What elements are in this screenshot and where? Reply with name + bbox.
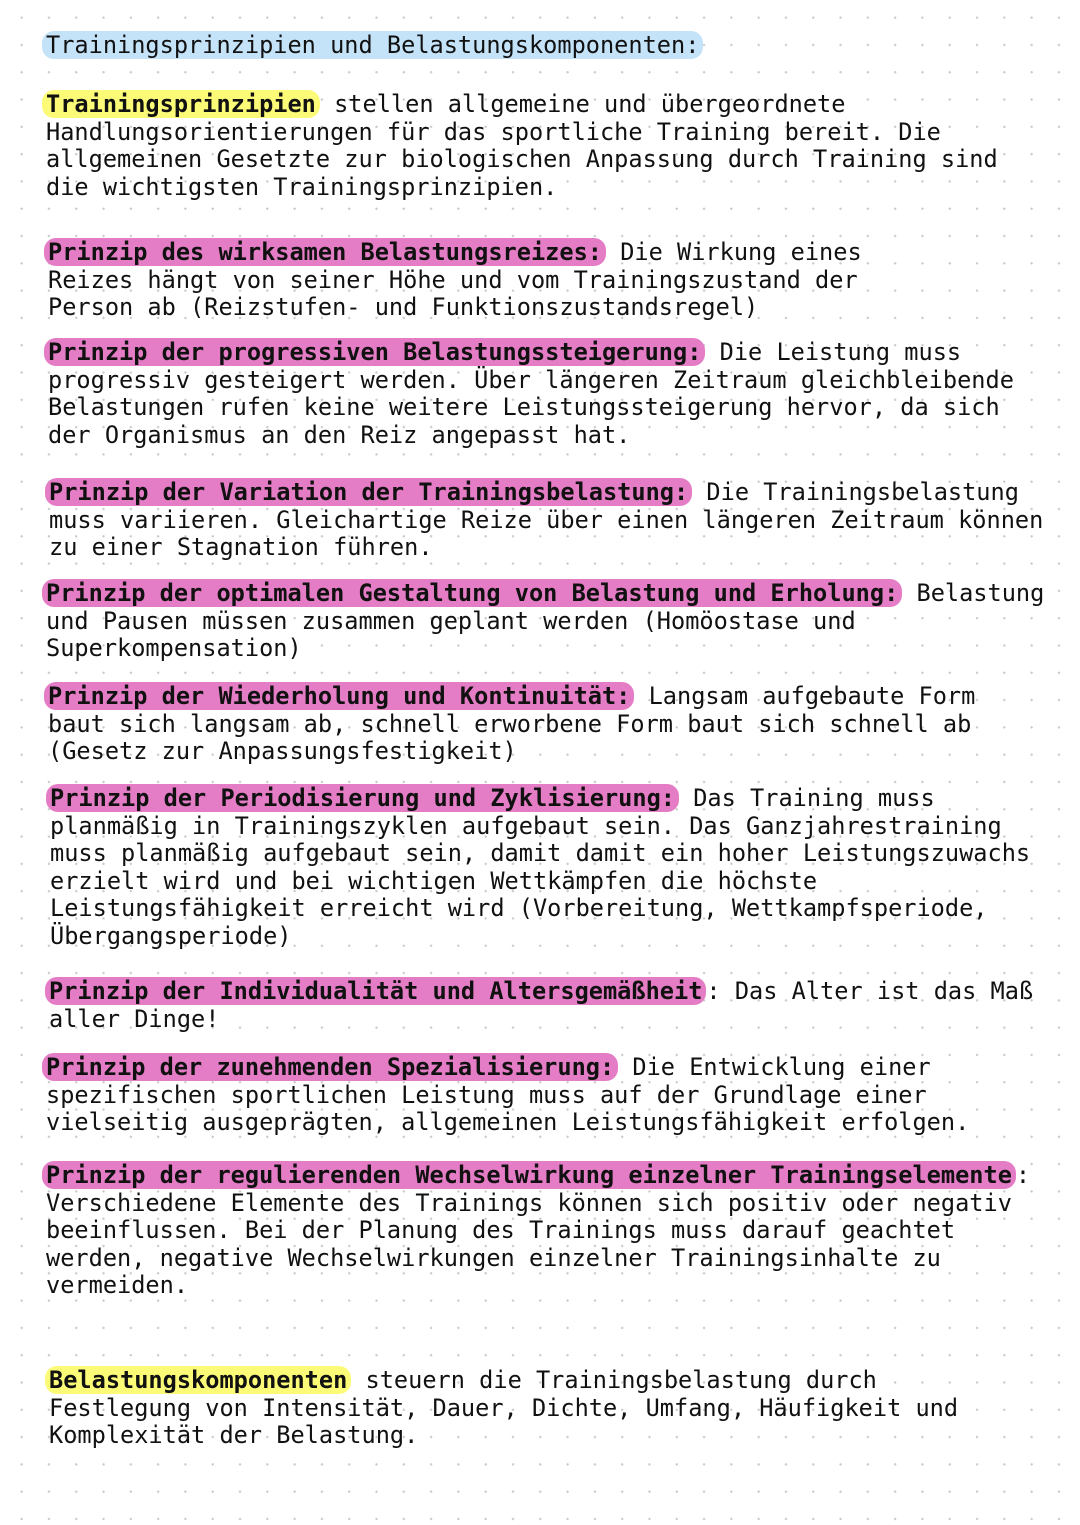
principle-section bbox=[48, 339, 1014, 449]
outro-paragraph bbox=[49, 1367, 958, 1450]
principle-line: aller Dinge! bbox=[49, 1004, 220, 1033]
principle-line: Verschiedene Elemente des Trainings können sich positiv oder negativ bbox=[46, 1188, 1012, 1217]
principle-line: Übergangsperiode) bbox=[50, 921, 292, 950]
principle-section bbox=[50, 785, 1030, 950]
principle-text: Die Wirkung eines bbox=[605, 238, 862, 266]
principle-text: Das Training muss bbox=[679, 784, 935, 812]
intro-paragraph bbox=[46, 91, 998, 201]
principle-heading: Prinzip des wirksamen Belastungsreizes: bbox=[44, 238, 606, 266]
principle-section bbox=[48, 683, 975, 766]
principle-line: vielseitig ausgeprägten, allgemeinen Leistungsfähigkeit erfolgen. bbox=[46, 1108, 970, 1136]
principle-line: beeinflussen. Bei der Planung des Trainings muss darauf geachtet bbox=[46, 1216, 956, 1244]
principle-section bbox=[48, 239, 862, 322]
outro-term: Belastungskomponenten bbox=[45, 1366, 351, 1394]
principle-heading: Prinzip der progressiven Belastungssteigerung: bbox=[44, 338, 705, 366]
principle-section bbox=[46, 1054, 969, 1137]
principle-line: Superkompensation) bbox=[46, 634, 302, 662]
principle-heading: Prinzip der Wiederholung und Kontinuität: bbox=[44, 682, 634, 710]
principle-line: werden, negative Wechselwirkungen einzelner Trainingsinhalte zu bbox=[46, 1243, 941, 1272]
principle-text: Die Leistung muss bbox=[705, 338, 962, 366]
intro-line: Handlungsorientierungen für das sportliche Training bereit. Die bbox=[46, 117, 941, 146]
principle-section bbox=[49, 479, 1043, 562]
principle-text: : Das Alter ist das Maß bbox=[706, 977, 1034, 1005]
principle-text: Belastung bbox=[902, 579, 1045, 607]
principle-text: Die Trainingsbelastung bbox=[692, 478, 1019, 506]
principle-text: Langsam aufgebaute Form bbox=[634, 682, 976, 710]
principle-heading: Prinzip der regulierenden Wechselwirkung einzelner Trainingselemente bbox=[42, 1161, 1016, 1189]
principle-heading: Prinzip der optimalen Gestaltung von Belastung und Erholung: bbox=[42, 579, 902, 607]
outro-line: Festlegung von Intensität, Dauer, Dichte, Umfang, Häufigkeit und bbox=[49, 1393, 959, 1422]
principle-line: spezifischen sportlichen Leistung muss auf der Grundlage einer bbox=[46, 1080, 927, 1109]
principle-line: muss planmäßig aufgebaut sein, damit damit ein hoher Leistungszuwachs bbox=[50, 839, 1031, 867]
principle-line: der Organismus an den Reiz angepasst hat. bbox=[48, 420, 631, 449]
principle-line: Belastungen rufen keine weitere Leistungssteigerung hervor, da sich bbox=[48, 393, 1000, 421]
page-title-block bbox=[46, 32, 703, 60]
intro-term: Trainingsprinzipien bbox=[42, 90, 320, 118]
page-title: Trainingsprinzipien und Belastungskomponenten: bbox=[42, 31, 703, 59]
principle-line: planmäßig in Trainingszyklen aufgebaut sein. Das Ganzjahrestraining bbox=[50, 811, 1002, 840]
outro-text: steuern die Trainingsbelastung durch bbox=[351, 1366, 877, 1394]
intro-line: allgemeinen Gesetzte zur biologischen Anpassung durch Training sind bbox=[46, 145, 998, 173]
principle-line: erzielt wird und bei wichtigen Wettkämpfen die höchste bbox=[50, 866, 818, 895]
principle-text: Die Entwicklung einer bbox=[618, 1053, 931, 1081]
principle-heading: Prinzip der Periodisierung und Zyklisierung: bbox=[46, 784, 679, 812]
principle-heading: Prinzip der Variation der Trainingsbelastung: bbox=[45, 478, 692, 506]
principle-line: Leistungsfähigkeit erreicht wird (Vorbereitung, Wettkampfsperiode, bbox=[50, 894, 988, 922]
principle-line: progressiv gesteigert werden. Über längeren Zeitraum gleichbleibende bbox=[48, 365, 1014, 394]
principle-line: und Pausen müssen zusammen geplant werden (Homöostase und bbox=[46, 606, 856, 635]
principle-section bbox=[46, 1162, 1030, 1300]
principle-line: vermeiden. bbox=[46, 1271, 189, 1299]
principle-line: Reizes hängt von seiner Höhe und vom Trainingszustand der bbox=[48, 265, 858, 294]
intro-line: die wichtigsten Trainingsprinzipien. bbox=[46, 172, 558, 201]
principle-line: zu einer Stagnation führen. bbox=[49, 533, 433, 561]
principle-line: (Gesetz zur Anpassungsfestigkeit) bbox=[48, 737, 517, 765]
principle-heading: Prinzip der zunehmenden Spezialisierung: bbox=[42, 1053, 618, 1081]
principle-text: : bbox=[1015, 1161, 1031, 1189]
intro-text: stellen allgemeine und übergeordnete bbox=[319, 90, 846, 118]
principle-section bbox=[49, 978, 1033, 1033]
principle-line: muss variieren. Gleichartige Reize über einen längeren Zeitraum können bbox=[49, 505, 1044, 534]
outro-line: Komplexität der Belastung. bbox=[49, 1421, 419, 1449]
principle-heading: Prinzip der Individualität und Altersgemäßheit bbox=[45, 977, 706, 1005]
principle-section bbox=[46, 580, 1044, 663]
principle-line: Person ab (Reizstufen- und Funktionszustandsregel) bbox=[48, 293, 759, 321]
principle-line: baut sich langsam ab, schnell erworbene Form baut sich schnell ab bbox=[48, 709, 972, 738]
